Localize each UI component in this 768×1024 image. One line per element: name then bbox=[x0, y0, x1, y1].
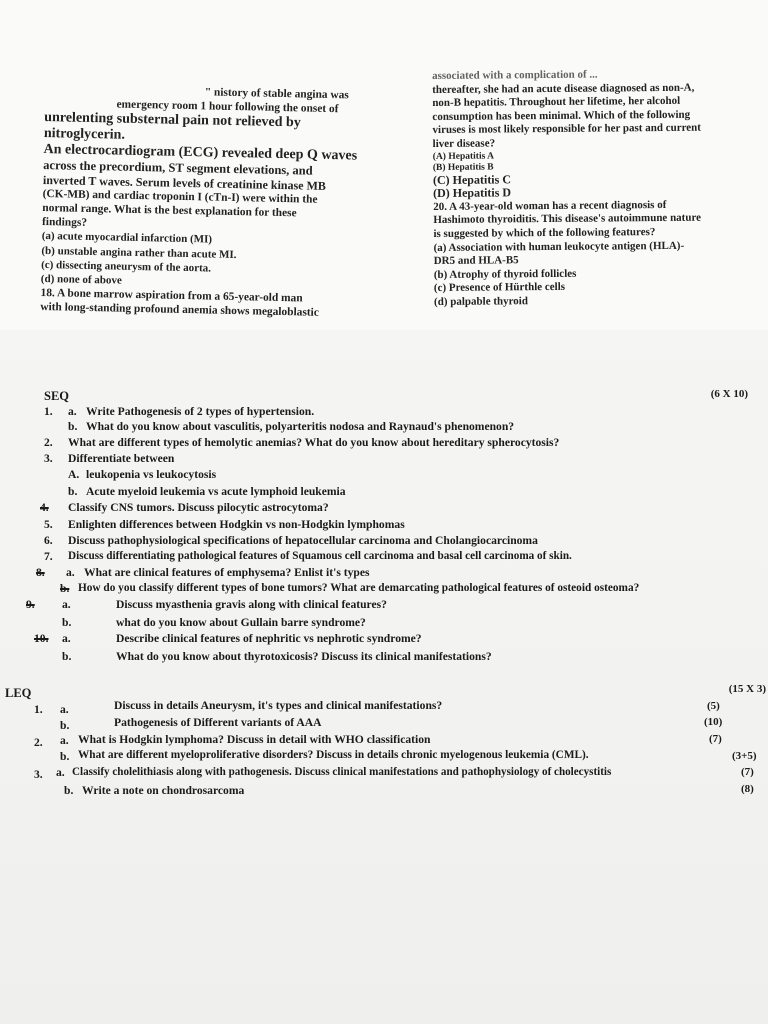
leq-question: Classify cholelithiasis along with pathogenesis. Discuss clinical manifestations and pathophysiology of cholecystitis bbox=[72, 766, 612, 778]
mcq-option: DR5 and HLA-B5 bbox=[433, 254, 519, 268]
mcq-line: 20. A 43-year-old woman has a recent diagnosis of bbox=[433, 198, 667, 213]
seq-sub: a. bbox=[66, 566, 75, 579]
seq-question: What are clinical features of emphysema? Enlist it's types bbox=[84, 566, 370, 579]
seq-question: Classify CNS tumors. Discuss pilocytic astrocytoma? bbox=[68, 501, 329, 514]
mcq-line: emergency room 1 hour following the onset of bbox=[116, 98, 339, 116]
seq-number: 2. bbox=[44, 436, 53, 449]
leq-question: Pathogenesis of Different variants of AAA bbox=[114, 716, 322, 729]
mcq-line: is suggested by which of the following features? bbox=[433, 225, 656, 240]
mcq-line: viruses is most likely responsible for her past and current bbox=[432, 122, 701, 137]
seq-question: What are different types of hemolytic anemias? What do you know about hereditary spherocytosis? bbox=[68, 436, 560, 449]
mcq-line: An electrocardiogram (ECG) revealed deep Q waves bbox=[43, 142, 358, 164]
leq-question: What is Hodgkin lymphoma? Discuss in detail with WHO classification bbox=[78, 733, 431, 746]
leq-number: 3. bbox=[34, 768, 43, 781]
leq-mark: (7) bbox=[741, 766, 754, 778]
seq-question: What do you know about thyrotoxicosis? Discuss its clinical manifestations? bbox=[116, 650, 492, 663]
mcq-option: (a) Association with human leukocyte antigen (HLA)- bbox=[433, 239, 685, 254]
mcq-line: across the precordium, ST segment elevations, and bbox=[43, 158, 313, 179]
mcq-line: unrelenting substernal pain not relieved by nitroglycerin. bbox=[43, 110, 301, 144]
mcq-line: 18. A bone marrow aspiration from a 65-year-old man bbox=[40, 287, 303, 305]
seq-question: Discuss differentiating pathological features of Squamous cell carcinoma and basal cell carcinoma of skin. bbox=[68, 550, 572, 562]
seq-question: what do you know about Gullain barre syndrome? bbox=[116, 616, 366, 629]
leq-question: Discuss in details Aneurysm, it's types and clinical manifestations? bbox=[114, 699, 443, 712]
mcq-line: inverted T waves. Serum levels of creatinine kinase MB bbox=[42, 172, 327, 193]
seq-number: 10. bbox=[34, 632, 49, 645]
seq-marks: (6 X 10) bbox=[710, 388, 748, 400]
seq-question: Discuss myasthenia gravis along with clinical features? bbox=[116, 598, 387, 611]
seq-question: leukopenia vs leukocytosis bbox=[86, 468, 217, 481]
leq-heading: LEQ bbox=[5, 686, 32, 700]
seq-sub: b. bbox=[62, 616, 72, 629]
mcq-option: (b) Atrophy of thyroid follicles bbox=[433, 267, 577, 281]
leq-sub: a. bbox=[56, 766, 65, 779]
seq-question: What do you know about vasculitis, polyarteritis nodosa and Raynaud's phenomenon? bbox=[86, 420, 515, 433]
seq-sub: a. bbox=[62, 632, 71, 645]
seq-sub: b. bbox=[68, 420, 78, 433]
mcq-line: with long-standing profound anemia shows megaloblastic bbox=[40, 301, 319, 320]
leq-mark: (5) bbox=[707, 700, 720, 712]
mcq-line: (CK-MB) and cardiac troponin I (cTn-I) were within the bbox=[42, 187, 318, 206]
seq-question: Discuss pathophysiological specifications of hepatocellular carcinoma and Cholangiocarcinoma bbox=[68, 534, 538, 547]
leq-mark: (10) bbox=[704, 716, 723, 728]
seq-question: Acute myeloid leukemia vs acute lymphoid leukemia bbox=[86, 485, 346, 498]
seq-sub: a. bbox=[68, 405, 77, 418]
seq-number: 5. bbox=[44, 518, 53, 531]
seq-sub: b. bbox=[60, 582, 70, 595]
mcq-option: (b) unstable angina rather than acute MI. bbox=[41, 244, 237, 261]
seq-sub: b. bbox=[62, 650, 72, 663]
mcq-left-column bbox=[40, 82, 365, 321]
leq-question: Write a note on chondrosarcoma bbox=[82, 784, 245, 797]
mcq-option: (d) palpable thyroid bbox=[433, 295, 529, 308]
leq-number: 1. bbox=[34, 703, 43, 716]
mcq-line: non-B hepatitis. Throughout her lifetime, her alcohol bbox=[432, 95, 681, 110]
leq-mark: (8) bbox=[741, 783, 754, 795]
seq-sub: a. bbox=[62, 598, 71, 611]
mcq-line: associated with a complication of ... bbox=[432, 68, 598, 82]
seq-question: How do you classify different types of bone tumors? What are demarcating pathological features of osteoid osteoma? bbox=[78, 582, 640, 594]
leq-sub: b. bbox=[64, 784, 74, 797]
mcq-option: (A) Hepatitis A bbox=[432, 151, 495, 162]
seq-number: 3. bbox=[44, 452, 53, 465]
mcq-line: thereafter, she had an acute disease diagnosed as non-A, bbox=[432, 81, 695, 96]
seq-question: Write Pathogenesis of 2 types of hypertension. bbox=[86, 405, 315, 418]
mcq-line: liver disease? bbox=[432, 137, 496, 150]
seq-number: 9. bbox=[26, 598, 35, 611]
seq-heading: SEQ bbox=[44, 389, 70, 403]
leq-sub: a. bbox=[60, 703, 69, 716]
seq-number: 1. bbox=[44, 405, 53, 418]
mcq-option: (C) Hepatitis C bbox=[432, 171, 512, 187]
leq-sub: a. bbox=[60, 734, 69, 747]
leq-marks: (15 X 3) bbox=[728, 683, 766, 695]
seq-question: Describe clinical features of nephritic vs nephrotic syndrome? bbox=[116, 632, 422, 645]
seq-number: 4. bbox=[40, 501, 49, 514]
mcq-option: (a) acute myocardial infarction (MI) bbox=[41, 230, 213, 246]
seq-sub: A. bbox=[68, 468, 80, 481]
mcq-option: (B) Hepatitis B bbox=[432, 162, 494, 173]
seq-question: Differentiate between bbox=[68, 452, 175, 465]
mcq-option: (c) dissecting aneurysm of the aorta. bbox=[41, 258, 212, 275]
leq-sub: b. bbox=[60, 750, 70, 763]
mcq-option: (d) none of above bbox=[40, 272, 122, 287]
mcq-option: (D) Hepatitis D bbox=[433, 185, 512, 201]
seq-sub: b. bbox=[68, 485, 78, 498]
mcq-line: normal range. What is the best explanation for these bbox=[42, 201, 297, 220]
mcq-line: " nistory of stable angina was bbox=[204, 86, 349, 102]
leq-sub: b. bbox=[60, 719, 70, 732]
mcq-line: Hashimoto thyroiditis. This disease's autoimmune nature bbox=[433, 212, 702, 227]
mcq-option: (c) Presence of Hürthle cells bbox=[433, 281, 566, 295]
mcq-line: consumption has been minimal. Which of the following bbox=[432, 108, 691, 123]
seq-question: Enlighten differences between Hodgkin vs non-Hodgkin lymphomas bbox=[68, 518, 405, 531]
mcq-right-column bbox=[432, 67, 746, 309]
seq-number: 8. bbox=[36, 566, 45, 579]
seq-number: 7. bbox=[44, 550, 53, 563]
leq-question: What are different myeloproliferative disorders? Discuss in details chronic myelogenous leukemia (CML). bbox=[78, 749, 589, 761]
leq-mark: (7) bbox=[709, 733, 722, 745]
leq-mark: (3+5) bbox=[732, 750, 757, 762]
mcq-line: findings? bbox=[41, 216, 88, 230]
leq-number: 2. bbox=[34, 736, 43, 749]
seq-number: 6. bbox=[44, 534, 53, 547]
